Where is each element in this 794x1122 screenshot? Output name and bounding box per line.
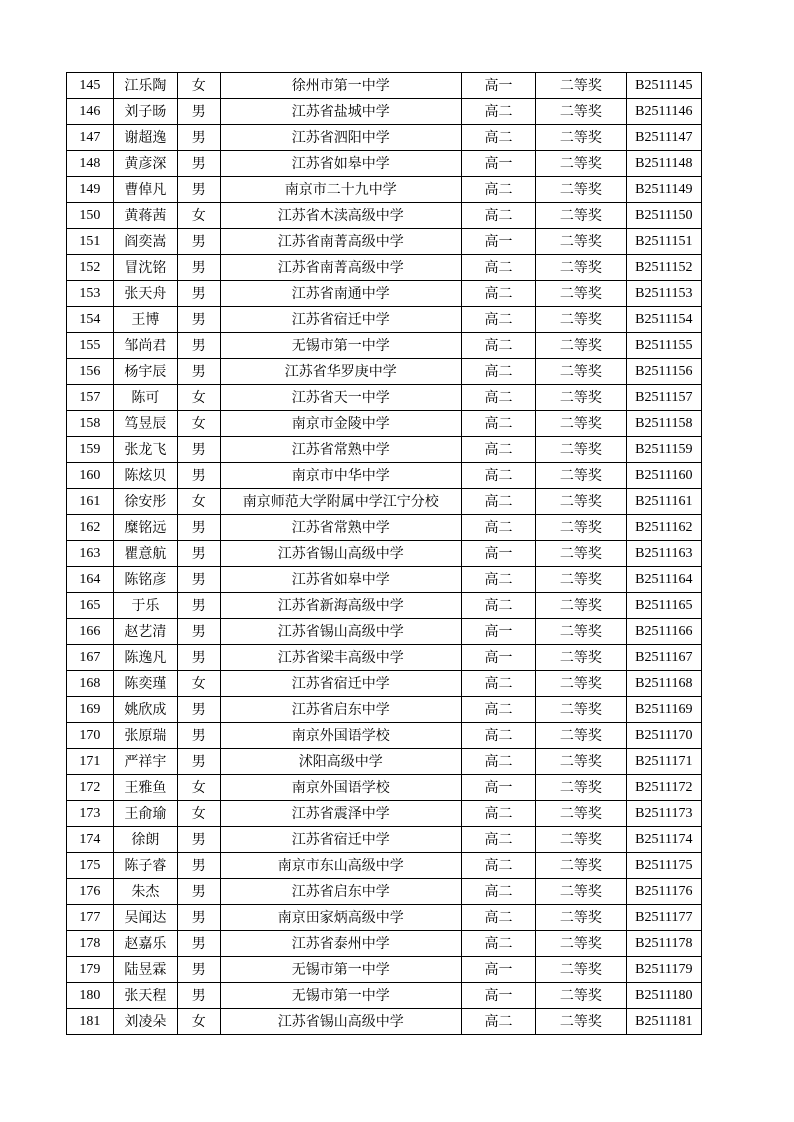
cell-number: 159 xyxy=(67,437,114,463)
cell-student-name: 刘凌朵 xyxy=(113,1009,177,1035)
cell-student-name: 赵艺清 xyxy=(113,619,177,645)
cell-award: 二等奖 xyxy=(536,281,627,307)
table-row xyxy=(67,333,702,359)
table-row xyxy=(67,125,702,151)
cell-certificate-code: B2511170 xyxy=(626,723,701,749)
cell-award: 二等奖 xyxy=(536,437,627,463)
award-list-table xyxy=(66,72,702,1035)
cell-number: 161 xyxy=(67,489,114,515)
cell-award: 二等奖 xyxy=(536,203,627,229)
cell-grade: 高一 xyxy=(461,957,535,983)
cell-number: 154 xyxy=(67,307,114,333)
cell-number: 167 xyxy=(67,645,114,671)
cell-certificate-code: B2511154 xyxy=(626,307,701,333)
cell-student-name: 冒沈铭 xyxy=(113,255,177,281)
cell-student-name: 阎奕嵩 xyxy=(113,229,177,255)
cell-gender: 男 xyxy=(177,307,220,333)
cell-grade: 高二 xyxy=(461,437,535,463)
cell-student-name: 王雅鱼 xyxy=(113,775,177,801)
cell-gender: 男 xyxy=(177,229,220,255)
cell-number: 155 xyxy=(67,333,114,359)
cell-gender: 男 xyxy=(177,645,220,671)
table-row xyxy=(67,645,702,671)
cell-award: 二等奖 xyxy=(536,177,627,203)
cell-grade: 高二 xyxy=(461,385,535,411)
cell-award: 二等奖 xyxy=(536,619,627,645)
cell-school: 江苏省常熟中学 xyxy=(220,437,461,463)
cell-school: 江苏省锡山高级中学 xyxy=(220,1009,461,1035)
cell-student-name: 陈铭彦 xyxy=(113,567,177,593)
cell-number: 179 xyxy=(67,957,114,983)
cell-student-name: 于乐 xyxy=(113,593,177,619)
cell-student-name: 陈奕瑾 xyxy=(113,671,177,697)
cell-student-name: 张天程 xyxy=(113,983,177,1009)
cell-school: 江苏省盐城中学 xyxy=(220,99,461,125)
cell-number: 168 xyxy=(67,671,114,697)
cell-certificate-code: B2511176 xyxy=(626,879,701,905)
cell-student-name: 糜铭远 xyxy=(113,515,177,541)
cell-number: 174 xyxy=(67,827,114,853)
cell-award: 二等奖 xyxy=(536,229,627,255)
cell-number: 150 xyxy=(67,203,114,229)
cell-certificate-code: B2511163 xyxy=(626,541,701,567)
cell-school: 南京市二十九中学 xyxy=(220,177,461,203)
cell-award: 二等奖 xyxy=(536,73,627,99)
cell-certificate-code: B2511159 xyxy=(626,437,701,463)
cell-number: 181 xyxy=(67,1009,114,1035)
cell-student-name: 张原瑞 xyxy=(113,723,177,749)
cell-student-name: 姚欣成 xyxy=(113,697,177,723)
cell-school: 无锡市第一中学 xyxy=(220,333,461,359)
cell-gender: 男 xyxy=(177,593,220,619)
cell-gender: 男 xyxy=(177,697,220,723)
cell-award: 二等奖 xyxy=(536,879,627,905)
cell-award: 二等奖 xyxy=(536,463,627,489)
cell-award: 二等奖 xyxy=(536,853,627,879)
cell-award: 二等奖 xyxy=(536,307,627,333)
cell-certificate-code: B2511175 xyxy=(626,853,701,879)
cell-gender: 女 xyxy=(177,801,220,827)
cell-gender: 男 xyxy=(177,749,220,775)
table-row xyxy=(67,359,702,385)
cell-grade: 高二 xyxy=(461,463,535,489)
table-row xyxy=(67,957,702,983)
cell-school: 江苏省宿迁中学 xyxy=(220,307,461,333)
cell-grade: 高一 xyxy=(461,229,535,255)
cell-school: 南京田家炳高级中学 xyxy=(220,905,461,931)
cell-award: 二等奖 xyxy=(536,567,627,593)
cell-award: 二等奖 xyxy=(536,931,627,957)
cell-grade: 高二 xyxy=(461,99,535,125)
cell-grade: 高一 xyxy=(461,541,535,567)
cell-number: 146 xyxy=(67,99,114,125)
cell-gender: 男 xyxy=(177,983,220,1009)
table-row xyxy=(67,723,702,749)
cell-number: 177 xyxy=(67,905,114,931)
cell-number: 178 xyxy=(67,931,114,957)
cell-student-name: 瞿意航 xyxy=(113,541,177,567)
cell-gender: 女 xyxy=(177,671,220,697)
cell-student-name: 陈炫贝 xyxy=(113,463,177,489)
cell-school: 江苏省天一中学 xyxy=(220,385,461,411)
cell-certificate-code: B2511146 xyxy=(626,99,701,125)
cell-certificate-code: B2511164 xyxy=(626,567,701,593)
table-row xyxy=(67,73,702,99)
cell-student-name: 赵嘉乐 xyxy=(113,931,177,957)
cell-award: 二等奖 xyxy=(536,333,627,359)
cell-school: 江苏省泰州中学 xyxy=(220,931,461,957)
cell-school: 江苏省启东中学 xyxy=(220,697,461,723)
cell-certificate-code: B2511160 xyxy=(626,463,701,489)
cell-grade: 高二 xyxy=(461,879,535,905)
cell-student-name: 陆昱霖 xyxy=(113,957,177,983)
cell-number: 170 xyxy=(67,723,114,749)
cell-school: 南京市金陵中学 xyxy=(220,411,461,437)
table-row xyxy=(67,827,702,853)
cell-number: 157 xyxy=(67,385,114,411)
cell-school: 江苏省南通中学 xyxy=(220,281,461,307)
cell-certificate-code: B2511150 xyxy=(626,203,701,229)
cell-school: 江苏省锡山高级中学 xyxy=(220,619,461,645)
cell-student-name: 陈逸凡 xyxy=(113,645,177,671)
table-row xyxy=(67,775,702,801)
cell-gender: 男 xyxy=(177,619,220,645)
cell-school: 江苏省常熟中学 xyxy=(220,515,461,541)
table-row xyxy=(67,281,702,307)
cell-school: 南京师范大学附属中学江宁分校 xyxy=(220,489,461,515)
cell-grade: 高二 xyxy=(461,515,535,541)
cell-award: 二等奖 xyxy=(536,489,627,515)
cell-grade: 高二 xyxy=(461,281,535,307)
cell-grade: 高二 xyxy=(461,671,535,697)
table-row xyxy=(67,697,702,723)
cell-school: 南京市中华中学 xyxy=(220,463,461,489)
cell-student-name: 陈可 xyxy=(113,385,177,411)
cell-student-name: 王博 xyxy=(113,307,177,333)
cell-number: 147 xyxy=(67,125,114,151)
cell-grade: 高二 xyxy=(461,359,535,385)
cell-student-name: 严祥宇 xyxy=(113,749,177,775)
cell-gender: 男 xyxy=(177,541,220,567)
cell-gender: 男 xyxy=(177,931,220,957)
table-row xyxy=(67,931,702,957)
cell-number: 162 xyxy=(67,515,114,541)
cell-certificate-code: B2511148 xyxy=(626,151,701,177)
table-row xyxy=(67,177,702,203)
cell-award: 二等奖 xyxy=(536,801,627,827)
cell-certificate-code: B2511152 xyxy=(626,255,701,281)
cell-gender: 女 xyxy=(177,775,220,801)
cell-award: 二等奖 xyxy=(536,749,627,775)
cell-gender: 男 xyxy=(177,957,220,983)
cell-award: 二等奖 xyxy=(536,723,627,749)
table-row xyxy=(67,151,702,177)
table-row xyxy=(67,749,702,775)
cell-award: 二等奖 xyxy=(536,359,627,385)
table-row xyxy=(67,879,702,905)
table-row xyxy=(67,437,702,463)
table-row xyxy=(67,983,702,1009)
cell-number: 149 xyxy=(67,177,114,203)
cell-award: 二等奖 xyxy=(536,645,627,671)
cell-award: 二等奖 xyxy=(536,255,627,281)
cell-grade: 高一 xyxy=(461,983,535,1009)
cell-grade: 高二 xyxy=(461,177,535,203)
cell-gender: 男 xyxy=(177,515,220,541)
cell-gender: 女 xyxy=(177,489,220,515)
table-row xyxy=(67,801,702,827)
cell-certificate-code: B2511156 xyxy=(626,359,701,385)
cell-grade: 高一 xyxy=(461,645,535,671)
cell-school: 江苏省如皋中学 xyxy=(220,567,461,593)
cell-certificate-code: B2511168 xyxy=(626,671,701,697)
table-row xyxy=(67,593,702,619)
cell-student-name: 江乐陶 xyxy=(113,73,177,99)
cell-grade: 高二 xyxy=(461,905,535,931)
cell-gender: 男 xyxy=(177,853,220,879)
cell-school: 沭阳高级中学 xyxy=(220,749,461,775)
table-row xyxy=(67,99,702,125)
cell-number: 160 xyxy=(67,463,114,489)
cell-grade: 高一 xyxy=(461,775,535,801)
cell-number: 148 xyxy=(67,151,114,177)
cell-school: 江苏省梁丰高级中学 xyxy=(220,645,461,671)
cell-grade: 高一 xyxy=(461,619,535,645)
cell-certificate-code: B2511171 xyxy=(626,749,701,775)
cell-gender: 女 xyxy=(177,385,220,411)
cell-award: 二等奖 xyxy=(536,99,627,125)
cell-award: 二等奖 xyxy=(536,671,627,697)
cell-gender: 女 xyxy=(177,1009,220,1035)
cell-student-name: 王俞瑜 xyxy=(113,801,177,827)
award-list-body xyxy=(67,73,702,1035)
cell-gender: 男 xyxy=(177,255,220,281)
cell-student-name: 杨宇辰 xyxy=(113,359,177,385)
cell-award: 二等奖 xyxy=(536,957,627,983)
cell-gender: 女 xyxy=(177,73,220,99)
cell-certificate-code: B2511165 xyxy=(626,593,701,619)
cell-number: 158 xyxy=(67,411,114,437)
cell-gender: 男 xyxy=(177,99,220,125)
table-row xyxy=(67,671,702,697)
cell-gender: 男 xyxy=(177,463,220,489)
cell-number: 176 xyxy=(67,879,114,905)
cell-student-name: 徐朗 xyxy=(113,827,177,853)
table-row xyxy=(67,567,702,593)
cell-school: 江苏省如皋中学 xyxy=(220,151,461,177)
cell-school: 江苏省南菁高级中学 xyxy=(220,229,461,255)
cell-school: 南京市东山高级中学 xyxy=(220,853,461,879)
cell-number: 172 xyxy=(67,775,114,801)
table-row xyxy=(67,905,702,931)
cell-award: 二等奖 xyxy=(536,983,627,1009)
table-row xyxy=(67,229,702,255)
cell-student-name: 笃昱辰 xyxy=(113,411,177,437)
cell-grade: 高二 xyxy=(461,255,535,281)
cell-school: 江苏省华罗庚中学 xyxy=(220,359,461,385)
cell-student-name: 黄蒋茜 xyxy=(113,203,177,229)
cell-school: 南京外国语学校 xyxy=(220,723,461,749)
cell-certificate-code: B2511149 xyxy=(626,177,701,203)
cell-number: 166 xyxy=(67,619,114,645)
cell-number: 173 xyxy=(67,801,114,827)
cell-grade: 高二 xyxy=(461,489,535,515)
cell-award: 二等奖 xyxy=(536,775,627,801)
cell-grade: 高二 xyxy=(461,697,535,723)
cell-student-name: 谢超逸 xyxy=(113,125,177,151)
cell-student-name: 黄彦深 xyxy=(113,151,177,177)
cell-number: 156 xyxy=(67,359,114,385)
cell-grade: 高二 xyxy=(461,723,535,749)
cell-certificate-code: B2511172 xyxy=(626,775,701,801)
cell-gender: 男 xyxy=(177,567,220,593)
cell-grade: 高二 xyxy=(461,749,535,775)
cell-grade: 高二 xyxy=(461,853,535,879)
cell-award: 二等奖 xyxy=(536,151,627,177)
cell-certificate-code: B2511178 xyxy=(626,931,701,957)
cell-number: 145 xyxy=(67,73,114,99)
cell-certificate-code: B2511174 xyxy=(626,827,701,853)
cell-student-name: 刘子旸 xyxy=(113,99,177,125)
cell-grade: 高二 xyxy=(461,593,535,619)
cell-gender: 男 xyxy=(177,333,220,359)
cell-school: 江苏省锡山高级中学 xyxy=(220,541,461,567)
cell-certificate-code: B2511155 xyxy=(626,333,701,359)
cell-student-name: 徐安彤 xyxy=(113,489,177,515)
cell-gender: 女 xyxy=(177,203,220,229)
cell-number: 175 xyxy=(67,853,114,879)
cell-student-name: 吴闻达 xyxy=(113,905,177,931)
table-row xyxy=(67,515,702,541)
cell-certificate-code: B2511151 xyxy=(626,229,701,255)
cell-gender: 男 xyxy=(177,905,220,931)
cell-grade: 高二 xyxy=(461,827,535,853)
cell-grade: 高二 xyxy=(461,411,535,437)
cell-gender: 男 xyxy=(177,723,220,749)
cell-school: 江苏省新海高级中学 xyxy=(220,593,461,619)
cell-certificate-code: B2511162 xyxy=(626,515,701,541)
cell-gender: 女 xyxy=(177,411,220,437)
cell-certificate-code: B2511181 xyxy=(626,1009,701,1035)
cell-school: 江苏省宿迁中学 xyxy=(220,827,461,853)
cell-student-name: 邹尚君 xyxy=(113,333,177,359)
cell-student-name: 陈子睿 xyxy=(113,853,177,879)
cell-certificate-code: B2511157 xyxy=(626,385,701,411)
cell-gender: 男 xyxy=(177,177,220,203)
cell-award: 二等奖 xyxy=(536,697,627,723)
cell-school: 江苏省震泽中学 xyxy=(220,801,461,827)
cell-gender: 男 xyxy=(177,879,220,905)
cell-grade: 高一 xyxy=(461,73,535,99)
cell-grade: 高二 xyxy=(461,931,535,957)
cell-grade: 高一 xyxy=(461,151,535,177)
cell-student-name: 张天舟 xyxy=(113,281,177,307)
cell-gender: 男 xyxy=(177,125,220,151)
cell-gender: 男 xyxy=(177,151,220,177)
table-row xyxy=(67,203,702,229)
cell-school: 江苏省宿迁中学 xyxy=(220,671,461,697)
cell-grade: 高二 xyxy=(461,203,535,229)
table-row xyxy=(67,619,702,645)
table-row xyxy=(67,411,702,437)
cell-school: 江苏省启东中学 xyxy=(220,879,461,905)
cell-gender: 男 xyxy=(177,827,220,853)
cell-certificate-code: B2511158 xyxy=(626,411,701,437)
cell-number: 171 xyxy=(67,749,114,775)
cell-certificate-code: B2511167 xyxy=(626,645,701,671)
cell-grade: 高二 xyxy=(461,1009,535,1035)
cell-certificate-code: B2511180 xyxy=(626,983,701,1009)
cell-gender: 男 xyxy=(177,437,220,463)
cell-number: 163 xyxy=(67,541,114,567)
cell-number: 169 xyxy=(67,697,114,723)
cell-grade: 高二 xyxy=(461,801,535,827)
table-row xyxy=(67,463,702,489)
cell-award: 二等奖 xyxy=(536,515,627,541)
table-row xyxy=(67,489,702,515)
cell-number: 151 xyxy=(67,229,114,255)
table-row xyxy=(67,541,702,567)
cell-certificate-code: B2511169 xyxy=(626,697,701,723)
cell-school: 江苏省南菁高级中学 xyxy=(220,255,461,281)
table-row xyxy=(67,255,702,281)
cell-award: 二等奖 xyxy=(536,593,627,619)
cell-certificate-code: B2511166 xyxy=(626,619,701,645)
cell-school: 江苏省木渎高级中学 xyxy=(220,203,461,229)
cell-grade: 高二 xyxy=(461,333,535,359)
cell-number: 180 xyxy=(67,983,114,1009)
cell-number: 153 xyxy=(67,281,114,307)
table-row xyxy=(67,307,702,333)
cell-school: 南京外国语学校 xyxy=(220,775,461,801)
table-row xyxy=(67,385,702,411)
cell-student-name: 朱杰 xyxy=(113,879,177,905)
cell-certificate-code: B2511173 xyxy=(626,801,701,827)
cell-school: 徐州市第一中学 xyxy=(220,73,461,99)
cell-award: 二等奖 xyxy=(536,1009,627,1035)
cell-award: 二等奖 xyxy=(536,541,627,567)
cell-gender: 男 xyxy=(177,281,220,307)
cell-award: 二等奖 xyxy=(536,411,627,437)
cell-number: 164 xyxy=(67,567,114,593)
cell-certificate-code: B2511177 xyxy=(626,905,701,931)
cell-certificate-code: B2511153 xyxy=(626,281,701,307)
cell-award: 二等奖 xyxy=(536,905,627,931)
table-row xyxy=(67,1009,702,1035)
table-row xyxy=(67,853,702,879)
cell-school: 无锡市第一中学 xyxy=(220,983,461,1009)
cell-gender: 男 xyxy=(177,359,220,385)
cell-award: 二等奖 xyxy=(536,385,627,411)
cell-grade: 高二 xyxy=(461,125,535,151)
cell-number: 152 xyxy=(67,255,114,281)
cell-certificate-code: B2511179 xyxy=(626,957,701,983)
cell-student-name: 曹倬凡 xyxy=(113,177,177,203)
cell-school: 无锡市第一中学 xyxy=(220,957,461,983)
cell-certificate-code: B2511147 xyxy=(626,125,701,151)
cell-grade: 高二 xyxy=(461,307,535,333)
cell-grade: 高二 xyxy=(461,567,535,593)
cell-student-name: 张龙飞 xyxy=(113,437,177,463)
cell-certificate-code: B2511161 xyxy=(626,489,701,515)
cell-school: 江苏省泗阳中学 xyxy=(220,125,461,151)
cell-certificate-code: B2511145 xyxy=(626,73,701,99)
cell-award: 二等奖 xyxy=(536,827,627,853)
cell-number: 165 xyxy=(67,593,114,619)
cell-award: 二等奖 xyxy=(536,125,627,151)
